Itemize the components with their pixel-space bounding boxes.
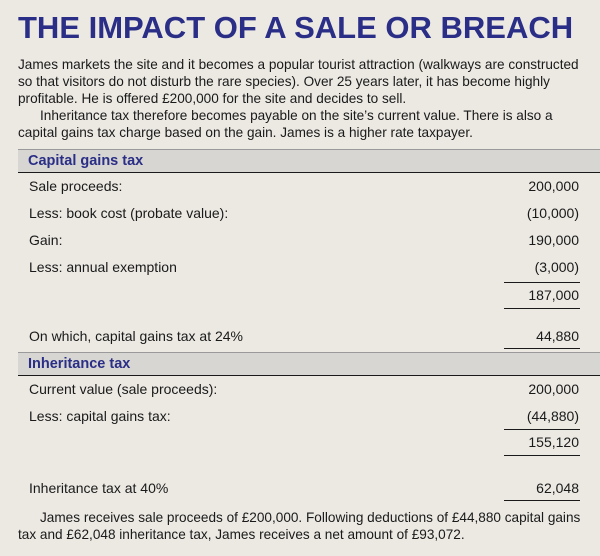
cgt-row-gain <box>29 229 579 251</box>
row-value: 44,880 <box>536 328 579 344</box>
row-value: 187,000 <box>528 287 579 303</box>
row-value: 200,000 <box>528 178 579 194</box>
subtotal-rule <box>504 455 580 456</box>
row-value: 155,120 <box>528 434 579 450</box>
row-value: (10,000) <box>526 205 579 221</box>
iht-section-header <box>18 352 600 376</box>
row-label: Less: capital gains tax: <box>29 408 171 424</box>
iht-row-tax <box>29 477 579 499</box>
intro-paragraph-1: James markets the site and it becomes a popular tourist attraction (walkways are constructed so that visitors do not disturb the rare species). Over 25 years later, it has become highly profitable. He is offered £200,000 for the site and decides to sell. <box>18 57 579 106</box>
row-value: 200,000 <box>528 381 579 397</box>
subtotal-rule <box>504 308 580 309</box>
row-value: 190,000 <box>528 232 579 248</box>
cgt-row-annual-exemption <box>29 256 579 278</box>
cgt-row-subtotal <box>29 284 579 306</box>
total-rule <box>504 348 580 349</box>
row-value: (3,000) <box>534 259 579 275</box>
cgt-heading: Capital gains tax <box>28 153 144 169</box>
row-value: (44,880) <box>526 408 579 424</box>
row-label: Gain: <box>29 232 63 248</box>
cgt-section-header <box>18 149 600 173</box>
row-value: 62,048 <box>536 480 579 496</box>
conclusion-paragraph: James receives sale proceeds of £200,000. Following deductions of £44,880 capital gains tax and £62,048 inheritance tax, James receives a net amount of £93,072. <box>18 510 581 542</box>
iht-row-subtotal <box>29 431 579 453</box>
row-label: Less: book cost (probate value): <box>29 205 229 221</box>
page-title: THE IMPACT OF A SALE OR BREACH <box>18 10 574 45</box>
row-label: Current value (sale proceeds): <box>29 381 218 397</box>
row-label: Inheritance tax at 40% <box>29 480 169 496</box>
cgt-row-book-cost <box>29 202 579 224</box>
row-label: On which, capital gains tax at 24% <box>29 328 244 344</box>
conclusion-text <box>18 509 586 543</box>
iht-row-less-cgt <box>29 405 579 427</box>
subtotal-rule <box>504 282 580 283</box>
cgt-row-tax <box>29 325 579 347</box>
iht-row-current-value <box>29 378 579 400</box>
row-label: Sale proceeds: <box>29 178 123 194</box>
row-label: Less: annual exemption <box>29 259 177 275</box>
intro-text <box>18 56 586 141</box>
cgt-row-sale-proceeds <box>29 175 579 197</box>
total-rule <box>504 500 580 501</box>
iht-heading: Inheritance tax <box>28 356 131 372</box>
subtotal-rule <box>504 429 580 430</box>
intro-paragraph-2: Inheritance tax therefore becomes payable on the site’s current value. There is also a capital gains tax charge based on the gain. James is a higher rate taxpayer. <box>18 108 553 140</box>
